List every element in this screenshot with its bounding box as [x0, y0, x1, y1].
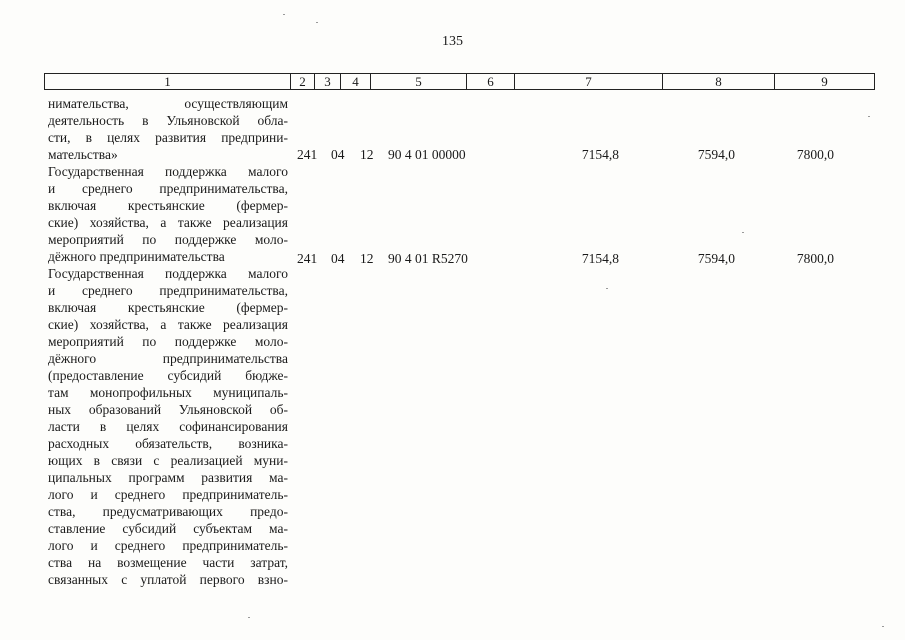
description-line: ские) хозяйства, а также реализация — [48, 215, 288, 230]
cell-code-3: 04 — [331, 251, 345, 266]
scan-speck — [868, 116, 870, 117]
cell-code-2: 241 — [297, 147, 318, 162]
description-line: лого и среднего предприниматель- — [48, 538, 288, 553]
scan-speck — [316, 22, 318, 23]
scan-speck — [606, 288, 608, 289]
description-line: ства на возмещение части затрат, — [48, 555, 288, 570]
description-line: Государственная поддержка малого — [48, 164, 288, 179]
cell-value-7: 7154,8 — [581, 147, 619, 162]
description-line: и среднего предпринимательства, — [48, 181, 288, 196]
scan-speck — [882, 626, 884, 627]
cell-value-9: 7800,0 — [796, 147, 834, 162]
cell-code-5: 90 4 01 00000 — [388, 147, 466, 162]
cell-value-8: 7594,0 — [697, 147, 735, 162]
description-line: ласти в целях софинансирования — [48, 419, 288, 434]
description-line: (предоставление субсидий бюдже- — [48, 368, 288, 383]
header-cell: 1 — [45, 74, 291, 90]
description-line: ские) хозяйства, а также реализация — [48, 317, 288, 332]
row-description — [48, 95, 288, 163]
description-line: ципальных программ развития ма- — [48, 470, 288, 485]
description-line: включая крестьянские (фермер- — [48, 300, 288, 315]
page-number: 135 — [442, 34, 463, 49]
cell-code-5: 90 4 01 R5270 — [388, 251, 468, 266]
description-line: ства, предусматривающих предо- — [48, 504, 288, 519]
description-line: мероприятий по поддержке моло- — [48, 334, 288, 349]
description-line: сти, в целях развития предприни- — [48, 130, 288, 145]
column-header-table — [44, 73, 875, 90]
row-description — [48, 163, 288, 265]
cell-code-4: 12 — [360, 147, 374, 162]
description-line: ных образований Ульяновской об- — [48, 402, 288, 417]
cell-code-2: 241 — [297, 251, 318, 266]
header-cell: 9 — [775, 74, 875, 90]
description-line: Государственная поддержка малого — [48, 266, 288, 281]
description-line: ющих в связи с реализацией муни- — [48, 453, 288, 468]
header-cell: 3 — [315, 74, 341, 90]
header-cell: 8 — [663, 74, 775, 90]
scan-speck — [248, 617, 250, 618]
description-line: расходных обязательств, возника- — [48, 436, 288, 451]
header-cell: 4 — [341, 74, 371, 90]
description-line: мательства» — [48, 147, 118, 162]
scan-speck — [742, 232, 744, 233]
cell-code-4: 12 — [360, 251, 374, 266]
description-line: дёжного предпринимательства — [48, 351, 288, 366]
description-line: лого и среднего предприниматель- — [48, 487, 288, 502]
description-line: и среднего предпринимательства, — [48, 283, 288, 298]
description-line: нимательства, осуществляющим — [48, 96, 288, 111]
cell-code-3: 04 — [331, 147, 345, 162]
header-cell: 7 — [515, 74, 663, 90]
cell-value-8: 7594,0 — [697, 251, 735, 266]
cell-value-9: 7800,0 — [796, 251, 834, 266]
header-cell: 6 — [467, 74, 515, 90]
description-line: связанных с уплатой первого взно- — [48, 572, 288, 587]
header-row — [45, 74, 875, 90]
description-line: там монопрофильных муниципаль- — [48, 385, 288, 400]
description-line: дёжного предпринимательства — [48, 249, 225, 264]
row-description — [48, 265, 288, 588]
header-cell: 5 — [371, 74, 467, 90]
scan-speck — [283, 14, 285, 15]
header-cell: 2 — [291, 74, 315, 90]
description-line: деятельность в Ульяновской обла- — [48, 113, 288, 128]
cell-value-7: 7154,8 — [581, 251, 619, 266]
description-line: мероприятий по поддержке моло- — [48, 232, 288, 247]
description-line: ставление субсидий субъектам ма- — [48, 521, 288, 536]
description-line: включая крестьянские (фермер- — [48, 198, 288, 213]
